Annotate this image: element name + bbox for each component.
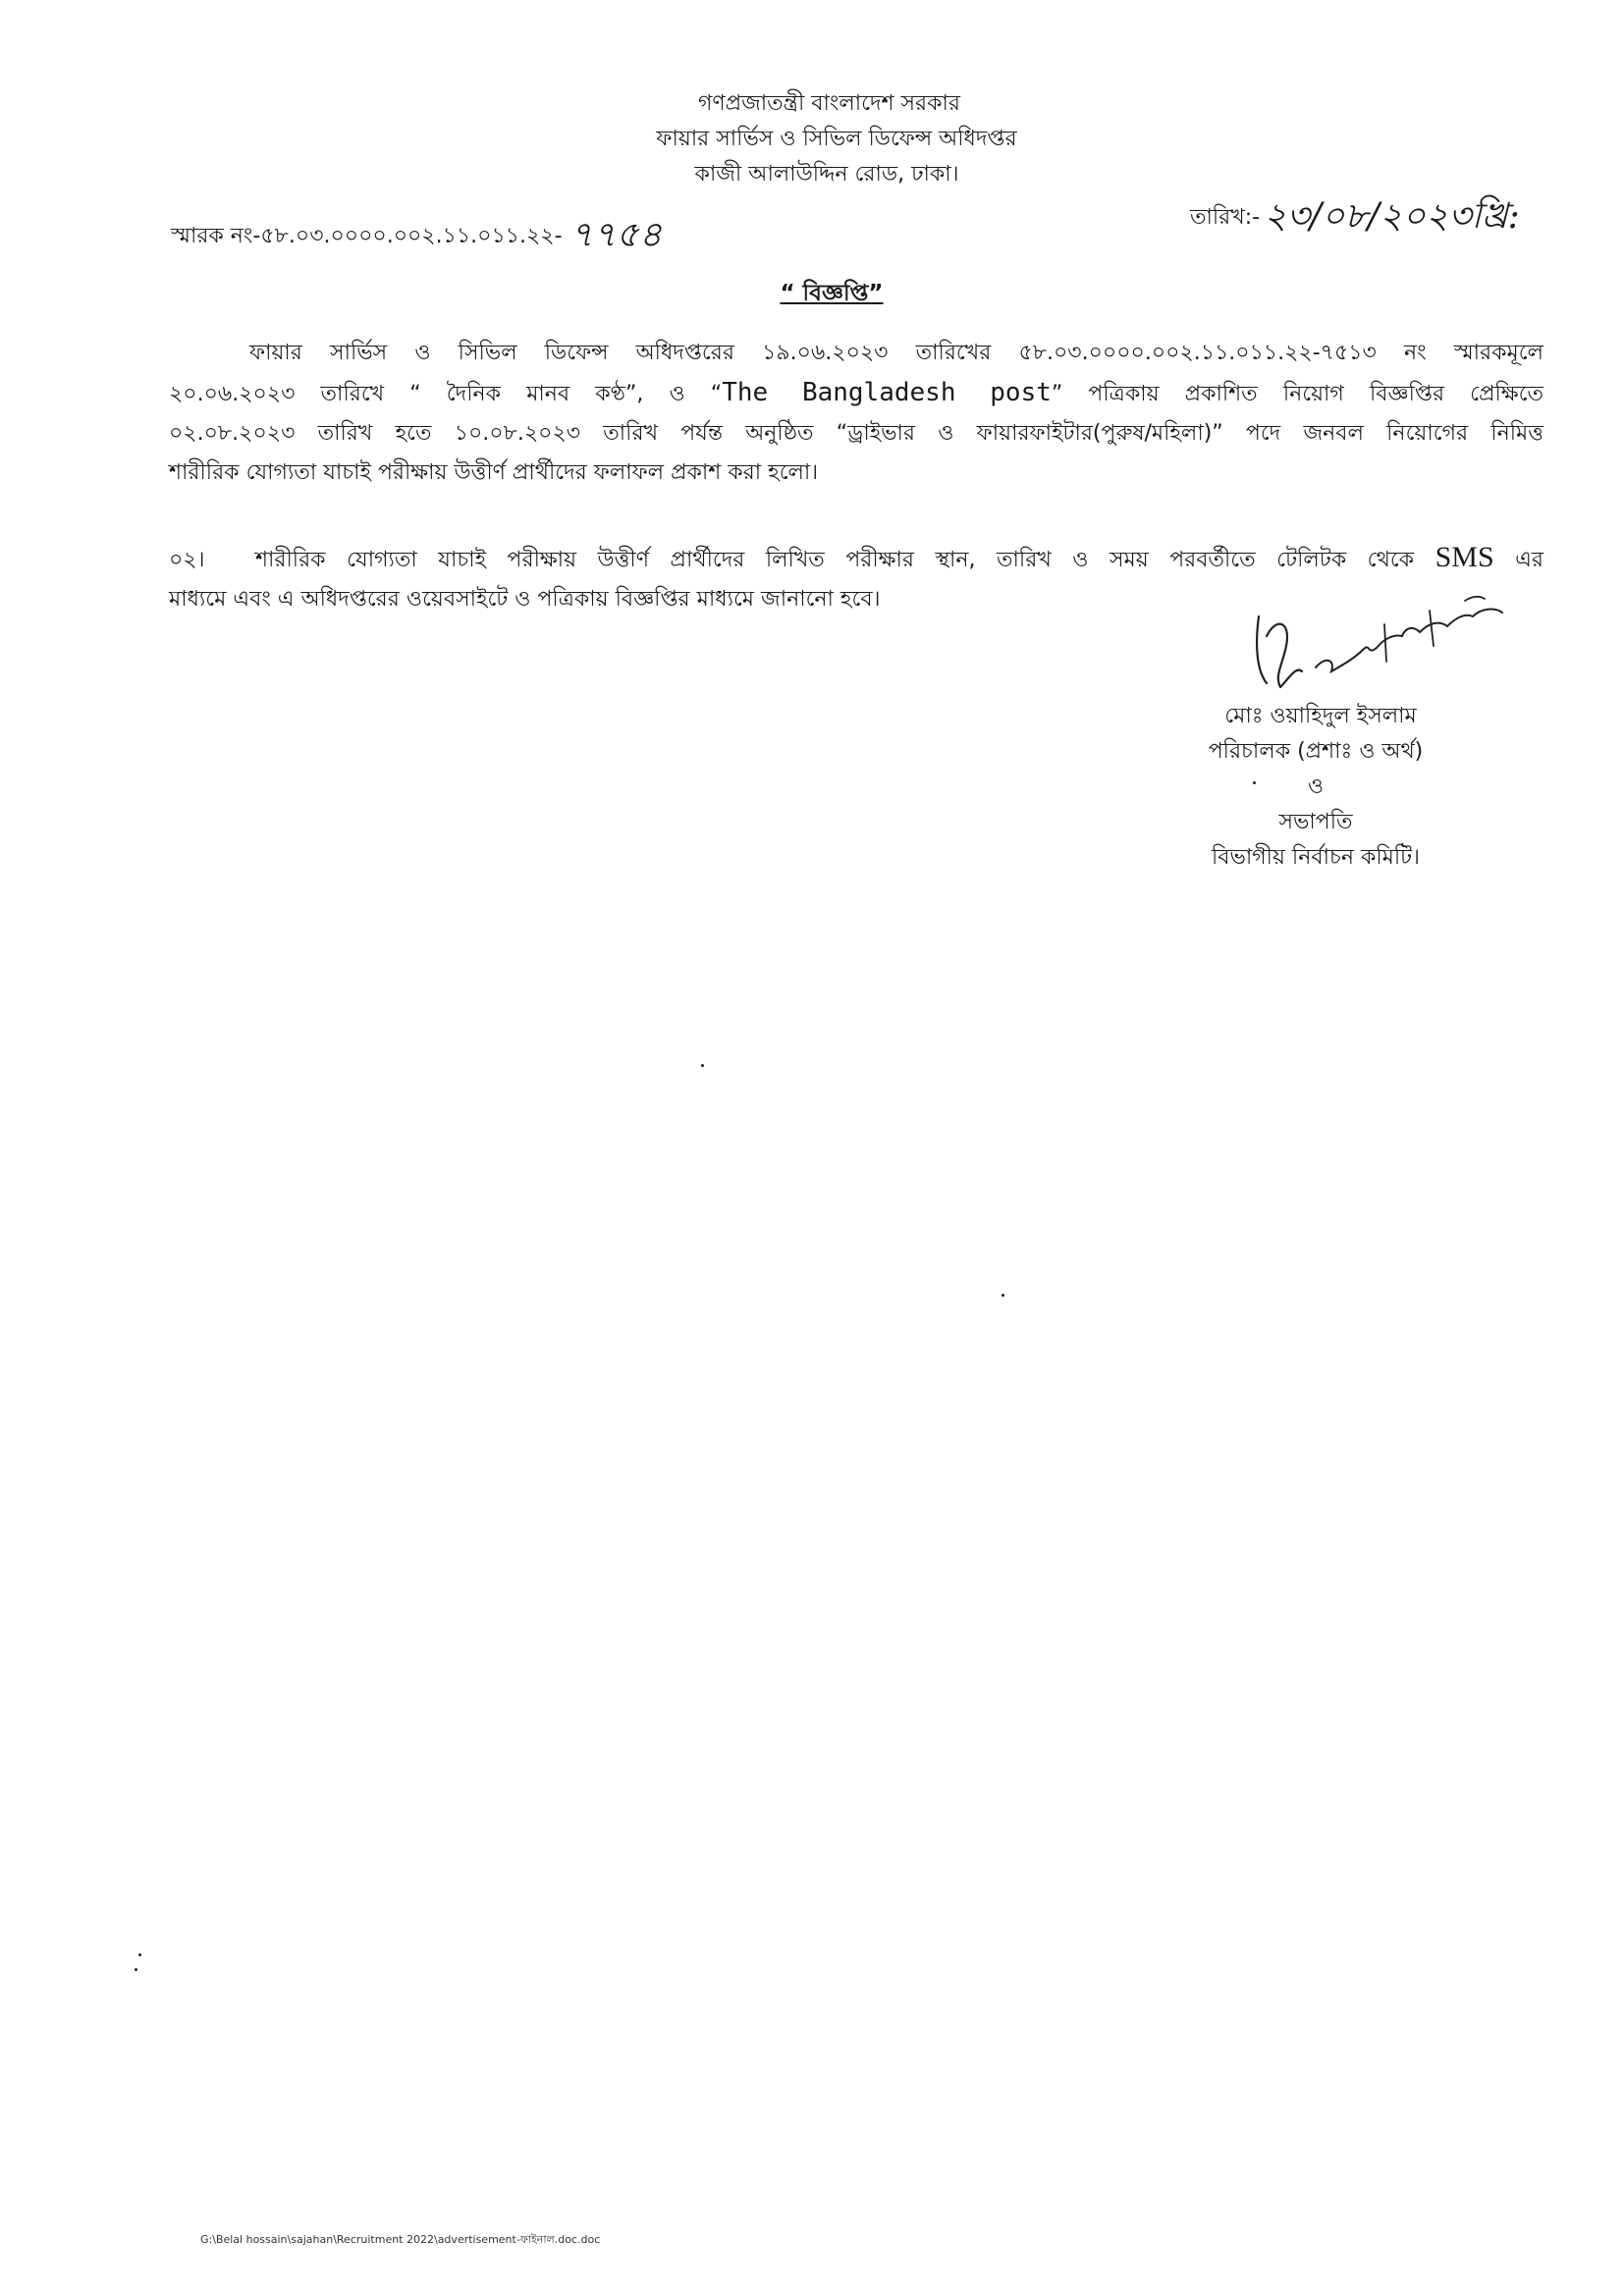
issue-date	[1190, 189, 1520, 248]
date-label: তারিখ:-	[1190, 205, 1261, 230]
signatory-role: সভাপতি	[1278, 810, 1353, 834]
signatory-conjunction: ও	[1307, 774, 1325, 799]
file-path-footer: G:\Belal hossain\sajahan\Recruitment 2022\advertisement-ফাইনাল.doc.doc	[200, 2233, 601, 2246]
government-name: গণপ্রজাতন্ত্রী বাংলাদেশ সরকার	[697, 91, 961, 116]
scan-speck	[135, 1968, 137, 1971]
newspaper-name: The Bangladesh post	[722, 378, 1052, 407]
date-handwritten-value: ২৩/০৮/২০২৩খ্রি:	[1264, 196, 1520, 237]
scan-speck	[138, 1953, 141, 1956]
notice-title-text: “ বিজ্ঞপ্তি”	[780, 281, 884, 306]
text-segment: ২০.০৬.২০২৩ তারিখে “ দৈনিক মানব কণ্ঠ”, ও “	[169, 382, 723, 406]
office-address: কাজী আলাউদ্দিন রোড, ঢাকা।	[694, 162, 959, 187]
letterhead	[0, 86, 1624, 192]
paragraph-main	[169, 334, 1543, 493]
text-segment: ” পত্রিকায় প্রকাশিত নিয়োগ বিজ্ঞপ্তির প্রেক্ষিতে	[1051, 382, 1543, 406]
scan-speck	[1001, 1294, 1004, 1297]
signatory-block	[1149, 699, 1483, 876]
paragraph-main-line	[169, 373, 1543, 414]
paragraph-main-line: ০২.০৮.২০২৩ তারিখ হতে ১০.০৮.২০২৩ তারিখ পর্যন্ত অনুষ্ঠিত “ড্রাইভার ও ফায়ারফাইটার(পুরুষ/মহিলা)” পদে জনবল নিয়োগের নিমিত্ত	[169, 421, 1543, 446]
scan-speck	[701, 1064, 704, 1067]
signatory-committee: বিভাগীয় নির্বাচন কমিটি।	[1211, 845, 1421, 870]
sms-label: SMS	[1435, 541, 1494, 573]
paragraph-second-line	[169, 538, 1543, 580]
signatory-designation: পরিচালক (প্রশাঃ ও অর্থ)	[1208, 739, 1424, 764]
memo-number	[171, 208, 662, 267]
notice-title	[0, 275, 1624, 313]
scan-speck	[1253, 781, 1256, 784]
paragraph-main-line: শারীরিক যোগ্যতা যাচাই পরীক্ষায় উত্তীর্ণ প্রার্থীদের ফলাফল প্রকাশ করা হলো।	[169, 460, 819, 485]
text-segment: শারীরিক যোগ্যতা যাচাই পরীক্ষায় উত্তীর্ণ প্রার্থীদের লিখিত পরীক্ষার স্থান, তারিখ ও সময় পরবর্তীতে টেলিটক থেকে	[255, 548, 1415, 572]
text-segment: এর	[1515, 548, 1543, 572]
memo-handwritten-number: ৭৭৫৪	[569, 215, 663, 255]
memo-label: স্মারক নং-৫৮.০৩.০০০০.০০২.১১.০১১.২২-	[171, 224, 563, 248]
paragraph-second-line: মাধ্যমে এবং এ অধিদপ্তরের ওয়েবসাইটে ও পত্রিকায় বিজ্ঞপ্তির মাধ্যমে জানানো হবে।	[169, 587, 881, 612]
signatory-name: মোঃ ওয়াহিদুল ইসলাম	[1224, 704, 1417, 728]
paragraph-number: ০২।	[169, 548, 205, 572]
paragraph-main-line: ফায়ার সার্ভিস ও সিভিল ডিফেন্স অধিদপ্তরের ১৯.০৬.২০২৩ তারিখের ৫৮.০৩.০০০০.০০২.১১.০১১.২২-৭৫১৩ নং স্মারকমূলে	[249, 341, 1543, 365]
department-name: ফায়ার সার্ভিস ও সিভিল ডিফেন্স অধিদপ্তর	[656, 127, 1017, 151]
signature-icon	[1237, 577, 1532, 695]
